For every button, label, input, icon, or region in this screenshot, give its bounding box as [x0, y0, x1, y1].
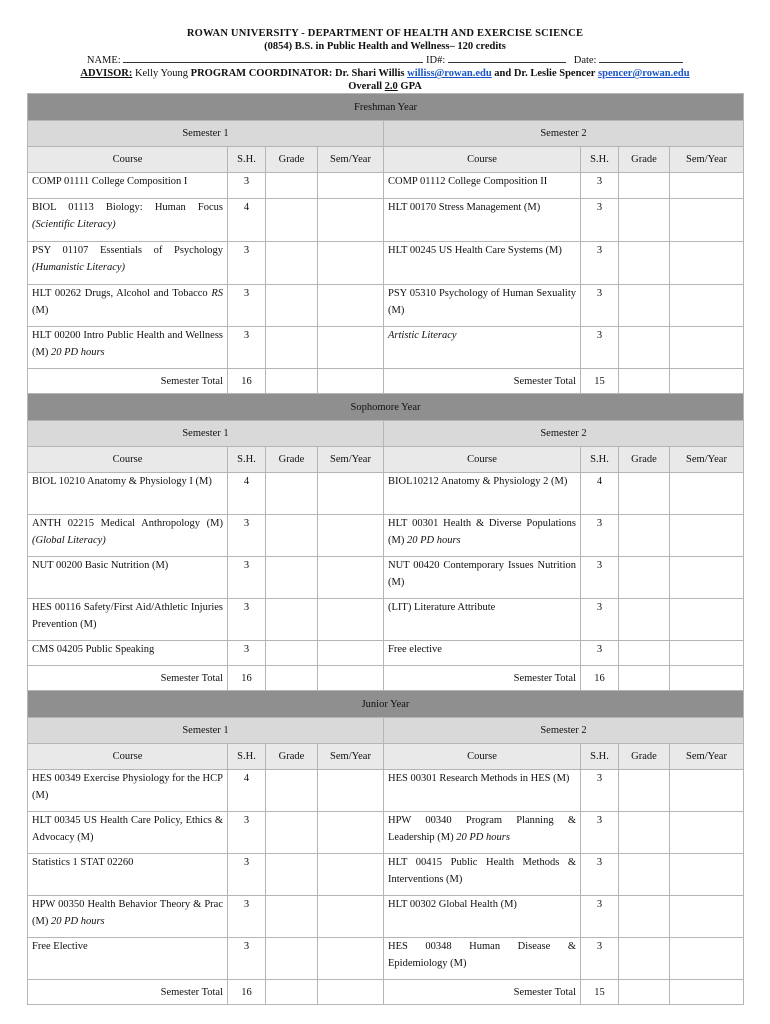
column-header-sh: S.H. — [581, 744, 619, 770]
course-cell — [384, 641, 581, 666]
grade-cell[interactable] — [266, 599, 318, 641]
course-row — [28, 812, 744, 854]
credit-hours: 3 — [581, 599, 619, 641]
grade-cell[interactable] — [619, 369, 670, 394]
column-header-semyear: Sem/Year — [318, 447, 384, 473]
semester-header-row — [28, 718, 744, 744]
course-row — [28, 641, 744, 666]
year-title: Sophomore Year — [28, 394, 744, 421]
credit-hours: 3 — [228, 173, 266, 199]
grade-cell[interactable] — [266, 666, 318, 691]
column-header-row — [28, 447, 744, 473]
course-note: 20 PD hours — [50, 347, 105, 358]
credit-hours: 3 — [581, 557, 619, 599]
advisor-name: Kelly Young — [134, 68, 189, 79]
course-note: 20 PD hours — [456, 832, 510, 843]
semester-total-label: Semester Total — [384, 980, 581, 1005]
course-title: HES 00116 Safety/First Aid/Athletic Injuries Prevention (M) — [32, 602, 223, 630]
sem-year-cell[interactable] — [670, 641, 744, 666]
grade-cell[interactable] — [619, 896, 670, 938]
credit-hours: 3 — [581, 896, 619, 938]
semester-1-label: Semester 1 — [28, 718, 384, 744]
course-title: NUT 00200 Basic Nutrition (M) — [32, 560, 169, 571]
semester-2-label: Semester 2 — [384, 421, 744, 447]
credit-hours: 3 — [228, 812, 266, 854]
semester-total-label: Semester Total — [384, 666, 581, 691]
course-cell — [28, 641, 228, 666]
gpa-prefix: Overall — [348, 81, 383, 92]
year-title: Freshman Year — [28, 94, 744, 121]
credit-hours: 3 — [581, 812, 619, 854]
credit-hours: 3 — [228, 599, 266, 641]
course-title: HLT 00170 Stress Management (M) — [388, 202, 541, 213]
course-cell — [28, 242, 228, 285]
course-row — [28, 557, 744, 599]
course-cell — [28, 938, 228, 980]
course-title: HPW 00340 Program Planning & Leadership (M) — [388, 815, 576, 843]
sem-year-cell[interactable] — [318, 641, 384, 666]
credit-hours: 3 — [228, 896, 266, 938]
grade-cell[interactable] — [266, 199, 318, 242]
column-header-grade: Grade — [266, 147, 318, 173]
credit-hours: 3 — [581, 770, 619, 812]
sem-year-cell[interactable] — [318, 473, 384, 515]
semester-1-label: Semester 1 — [28, 421, 384, 447]
sem-year-cell[interactable] — [670, 770, 744, 812]
credit-hours: 3 — [581, 938, 619, 980]
course-cell — [28, 285, 228, 327]
grade-cell[interactable] — [266, 473, 318, 515]
course-title: (LIT) Literature Attribute — [388, 602, 496, 613]
date-field[interactable] — [599, 53, 683, 63]
semester-2-total: 15 — [581, 369, 619, 394]
column-header-sh: S.H. — [581, 447, 619, 473]
credit-hours: 3 — [581, 173, 619, 199]
grade-cell[interactable] — [266, 938, 318, 980]
sem-year-cell[interactable] — [670, 854, 744, 896]
grade-cell[interactable] — [619, 242, 670, 285]
grade-cell[interactable] — [619, 854, 670, 896]
sem-year-cell[interactable] — [670, 173, 744, 199]
course-cell — [28, 327, 228, 369]
column-header-course: Course — [28, 447, 228, 473]
course-cell — [28, 199, 228, 242]
course-row — [28, 242, 744, 285]
credit-hours: 4 — [228, 770, 266, 812]
course-title: HLT 00262 Drugs, Alcohol and Tobacco — [32, 288, 208, 299]
course-note: RS — [211, 288, 223, 299]
semester-2-total: 15 — [581, 980, 619, 1005]
course-title: PSY 01107 Essentials of Psychology — [32, 245, 223, 256]
credit-hours: 3 — [581, 854, 619, 896]
sem-year-cell[interactable] — [670, 515, 744, 557]
semester-1-total: 16 — [228, 980, 266, 1005]
course-cell — [28, 812, 228, 854]
sem-year-cell[interactable] — [670, 369, 744, 394]
sem-year-cell[interactable] — [670, 666, 744, 691]
grade-cell[interactable] — [619, 199, 670, 242]
sem-year-cell[interactable] — [318, 770, 384, 812]
credit-hours: 4 — [228, 199, 266, 242]
course-note-suffix: (M) — [32, 305, 49, 316]
grade-cell[interactable] — [266, 770, 318, 812]
degree-plan-table — [27, 93, 744, 1005]
sem-year-cell[interactable] — [318, 938, 384, 980]
sem-year-cell[interactable] — [318, 599, 384, 641]
credit-hours: 3 — [228, 854, 266, 896]
grade-cell[interactable] — [619, 812, 670, 854]
course-title: BIOL 01113 Biology: Human Focus — [32, 202, 223, 213]
credit-hours: 3 — [228, 285, 266, 327]
course-cell — [384, 938, 581, 980]
sem-year-cell[interactable] — [670, 599, 744, 641]
semester-2-total: 16 — [581, 666, 619, 691]
column-header-sh: S.H. — [228, 147, 266, 173]
credit-hours: 3 — [228, 557, 266, 599]
column-header-grade: Grade — [619, 744, 670, 770]
grade-cell[interactable] — [619, 666, 670, 691]
column-header-semyear: Sem/Year — [670, 744, 744, 770]
course-cell — [384, 557, 581, 599]
sem-year-cell[interactable] — [318, 242, 384, 285]
gpa-value: 2.0 — [384, 81, 398, 92]
credit-hours: 4 — [581, 473, 619, 515]
grade-cell[interactable] — [619, 285, 670, 327]
semester-total-row — [28, 666, 744, 691]
column-header-sh: S.H. — [228, 447, 266, 473]
year-header-row — [28, 691, 744, 718]
course-note: (Humanistic Literacy) — [32, 262, 126, 273]
gpa-requirement — [0, 80, 770, 93]
course-cell — [28, 896, 228, 938]
course-cell — [28, 854, 228, 896]
year-title: Junior Year — [28, 691, 744, 718]
credit-hours: 3 — [581, 199, 619, 242]
semester-total-label: Semester Total — [28, 369, 228, 394]
semester-total-row — [28, 980, 744, 1005]
course-title: HLT 00200 Intro Public Health and Wellness (M) — [32, 330, 223, 358]
year-header-row — [28, 394, 744, 421]
spencer-email-link[interactable]: spencer@rowan.edu — [598, 68, 690, 79]
coordinator-email-link[interactable]: williss@rowan.edu — [407, 68, 492, 79]
course-cell — [384, 896, 581, 938]
course-title: BIOL 10210 Anatomy & Physiology I (M) — [32, 476, 212, 487]
sem-year-cell[interactable] — [318, 557, 384, 599]
sem-year-cell[interactable] — [670, 242, 744, 285]
course-title: HLT 00302 Global Health (M) — [388, 899, 517, 910]
credit-hours: 3 — [581, 641, 619, 666]
course-cell — [28, 173, 228, 199]
sem-year-cell[interactable] — [670, 980, 744, 1005]
grade-cell[interactable] — [619, 557, 670, 599]
course-cell — [28, 599, 228, 641]
sem-year-cell[interactable] — [318, 173, 384, 199]
student-info-line — [0, 53, 770, 67]
column-header-grade: Grade — [266, 447, 318, 473]
course-note: (Global Literacy) — [32, 535, 106, 546]
sem-year-cell[interactable] — [670, 938, 744, 980]
grade-cell[interactable] — [619, 770, 670, 812]
column-header-row — [28, 744, 744, 770]
course-title: ANTH 02215 Medical Anthropology (M) — [32, 518, 223, 529]
course-title: Statistics 1 STAT 02260 — [32, 857, 134, 868]
grade-cell[interactable] — [266, 173, 318, 199]
course-title: HPW 00350 Health Behavior Theory & Prac (M) — [32, 899, 223, 927]
grade-cell[interactable] — [619, 173, 670, 199]
credit-hours: 3 — [581, 242, 619, 285]
semester-total-label: Semester Total — [28, 666, 228, 691]
course-title: COMP 01112 College Composition II — [388, 176, 548, 187]
grade-cell[interactable] — [619, 473, 670, 515]
course-row — [28, 473, 744, 515]
credit-hours: 4 — [228, 473, 266, 515]
sem-year-cell[interactable] — [670, 896, 744, 938]
course-row — [28, 285, 744, 327]
column-header-sh: S.H. — [581, 147, 619, 173]
grade-cell[interactable] — [266, 327, 318, 369]
course-cell — [384, 854, 581, 896]
credit-hours: 3 — [581, 515, 619, 557]
course-title: HLT 00415 Public Health Methods & Interventions (M) — [388, 857, 576, 885]
column-header-course: Course — [28, 147, 228, 173]
course-title: BIOL10212 Anatomy & Physiology 2 (M) — [388, 476, 568, 487]
sem-year-cell[interactable] — [318, 285, 384, 327]
semester-total-label: Semester Total — [28, 980, 228, 1005]
course-title: CMS 04205 Public Speaking — [32, 644, 155, 655]
course-title: HLT 00301 Health & Diverse Populations (M) — [388, 518, 576, 546]
credit-hours: 3 — [228, 515, 266, 557]
course-note: Artistic Literacy — [388, 330, 457, 341]
column-header-semyear: Sem/Year — [670, 447, 744, 473]
course-cell — [384, 812, 581, 854]
course-note: (Scientific Literacy) — [32, 219, 116, 230]
sem-year-cell[interactable] — [318, 812, 384, 854]
column-header-grade: Grade — [266, 744, 318, 770]
credit-hours: 3 — [228, 938, 266, 980]
date-label: Date: — [573, 55, 597, 66]
name-label: NAME: — [86, 55, 121, 66]
sem-year-cell[interactable] — [318, 896, 384, 938]
advisor-line — [0, 67, 770, 80]
semester-1-total: 16 — [228, 369, 266, 394]
course-cell — [28, 770, 228, 812]
coordinator-text: PROGRAM COORDINATOR: Dr. Shari Willis — [190, 68, 405, 79]
course-cell — [384, 473, 581, 515]
advisor-label: ADVISOR: — [80, 68, 133, 79]
credit-hours: 3 — [228, 641, 266, 666]
course-note: 20 PD hours — [50, 916, 105, 927]
sem-year-cell[interactable] — [670, 473, 744, 515]
column-header-grade: Grade — [619, 147, 670, 173]
column-header-semyear: Sem/Year — [318, 147, 384, 173]
course-title: NUT 00420 Contemporary Issues Nutrition (M) — [388, 560, 576, 588]
column-header-course: Course — [28, 744, 228, 770]
course-row — [28, 327, 744, 369]
course-cell — [384, 285, 581, 327]
course-cell — [384, 599, 581, 641]
course-row — [28, 770, 744, 812]
semester-1-total: 16 — [228, 666, 266, 691]
column-header-course: Course — [384, 744, 581, 770]
name-field[interactable] — [123, 53, 423, 63]
course-title: HES 00348 Human Disease & Epidemiology (M) — [388, 941, 576, 969]
course-cell — [384, 199, 581, 242]
id-field[interactable] — [448, 53, 566, 63]
id-label: ID#: — [425, 55, 446, 66]
gpa-suffix: GPA — [400, 81, 422, 92]
grade-cell[interactable] — [619, 327, 670, 369]
course-note: 20 PD hours — [406, 535, 461, 546]
course-title: HES 00349 Exercise Physiology for the HCP (M) — [32, 773, 223, 801]
sem-year-cell[interactable] — [318, 854, 384, 896]
grade-cell[interactable] — [619, 515, 670, 557]
grade-cell[interactable] — [266, 515, 318, 557]
course-cell — [384, 770, 581, 812]
course-title: HES 00301 Research Methods in HES (M) — [388, 773, 570, 784]
grade-cell[interactable] — [266, 242, 318, 285]
sem-year-cell[interactable] — [318, 515, 384, 557]
semester-total-row — [28, 369, 744, 394]
sem-year-cell[interactable] — [318, 980, 384, 1005]
grade-cell[interactable] — [266, 641, 318, 666]
course-row — [28, 896, 744, 938]
course-cell — [28, 557, 228, 599]
sem-year-cell[interactable] — [318, 327, 384, 369]
column-header-row — [28, 147, 744, 173]
credit-hours: 3 — [581, 285, 619, 327]
year-header-row — [28, 94, 744, 121]
course-cell — [28, 515, 228, 557]
grade-cell[interactable] — [266, 896, 318, 938]
and-text: and Dr. Leslie Spencer — [494, 68, 596, 79]
document-header — [0, 0, 770, 93]
course-title: HLT 00345 US Health Care Policy, Ethics & Advocacy (M) — [32, 815, 223, 843]
grade-cell[interactable] — [266, 369, 318, 394]
grade-cell[interactable] — [266, 812, 318, 854]
course-title: HLT 00245 US Health Care Systems (M) — [388, 245, 562, 256]
grade-cell[interactable] — [266, 285, 318, 327]
semester-header-row — [28, 121, 744, 147]
sem-year-cell[interactable] — [318, 666, 384, 691]
semester-header-row — [28, 421, 744, 447]
course-row — [28, 599, 744, 641]
course-row — [28, 199, 744, 242]
credit-hours: 3 — [228, 327, 266, 369]
course-row — [28, 173, 744, 199]
course-row — [28, 854, 744, 896]
semester-1-label: Semester 1 — [28, 121, 384, 147]
sem-year-cell[interactable] — [670, 327, 744, 369]
grade-cell[interactable] — [266, 980, 318, 1005]
course-title: PSY 05310 Psychology of Human Sexuality (M) — [388, 288, 576, 316]
sem-year-cell[interactable] — [670, 812, 744, 854]
course-cell — [28, 473, 228, 515]
semester-total-label: Semester Total — [384, 369, 581, 394]
grade-cell[interactable] — [619, 938, 670, 980]
sem-year-cell[interactable] — [670, 199, 744, 242]
grade-cell[interactable] — [266, 854, 318, 896]
course-cell — [384, 515, 581, 557]
course-row — [28, 938, 744, 980]
course-row — [28, 515, 744, 557]
credit-hours: 3 — [581, 327, 619, 369]
column-header-semyear: Sem/Year — [670, 147, 744, 173]
program-title: (0854) B.S. in Public Health and Wellness– 120 credits — [264, 41, 506, 52]
grade-cell[interactable] — [619, 641, 670, 666]
column-header-course: Course — [384, 147, 581, 173]
course-cell — [384, 173, 581, 199]
grade-cell[interactable] — [619, 599, 670, 641]
course-title: Free elective — [388, 644, 442, 655]
credit-hours: 3 — [228, 242, 266, 285]
grade-cell[interactable] — [619, 980, 670, 1005]
course-cell — [384, 327, 581, 369]
column-header-sh: S.H. — [228, 744, 266, 770]
course-title: Free Elective — [32, 941, 88, 952]
grade-cell[interactable] — [266, 557, 318, 599]
university-title: ROWAN UNIVERSITY - DEPARTMENT OF HEALTH AND EXERCISE SCIENCE — [186, 28, 584, 39]
sem-year-cell[interactable] — [670, 285, 744, 327]
course-cell — [384, 242, 581, 285]
column-header-semyear: Sem/Year — [318, 744, 384, 770]
semester-2-label: Semester 2 — [384, 718, 744, 744]
sem-year-cell[interactable] — [670, 557, 744, 599]
course-title: COMP 01111 College Composition I — [32, 176, 188, 187]
column-header-grade: Grade — [619, 447, 670, 473]
sem-year-cell[interactable] — [318, 199, 384, 242]
column-header-course: Course — [384, 447, 581, 473]
sem-year-cell[interactable] — [318, 369, 384, 394]
semester-2-label: Semester 2 — [384, 121, 744, 147]
